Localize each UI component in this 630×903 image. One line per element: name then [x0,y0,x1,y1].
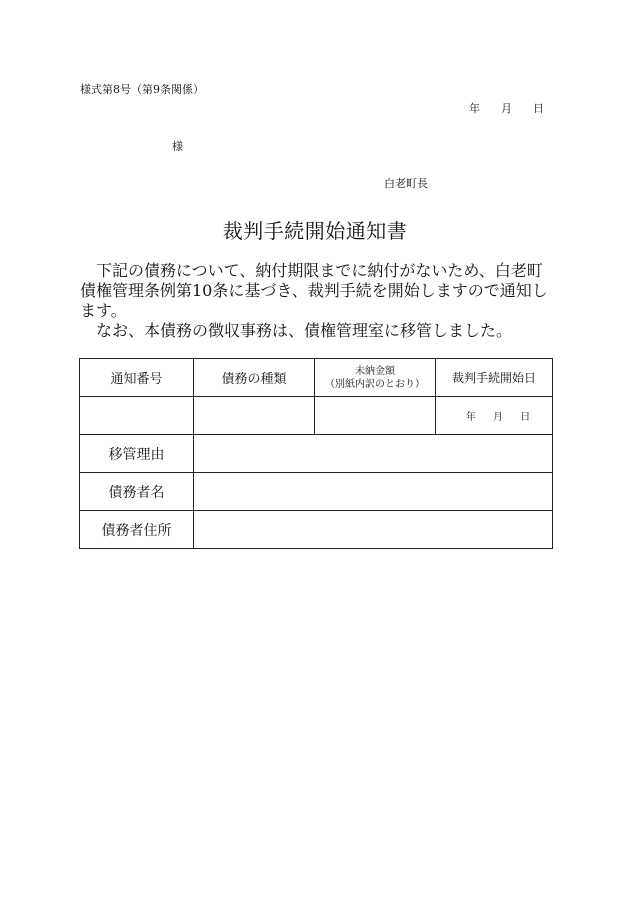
notice-number-value [80,397,194,435]
debt-info-table [79,358,553,549]
label-debtor-address: 債務者住所 [80,511,194,549]
addressee-suffix: 様 [172,140,183,153]
table-row [80,435,553,473]
header-unpaid-amount-line2: （別紙内訳のとおり） [325,378,425,390]
date-day-label: 日 [533,102,544,115]
issue-date [469,100,544,116]
header-start-date: 裁判手続開始日 [436,359,553,397]
unpaid-amount-value [315,397,436,435]
label-debtor-name: 債務者名 [80,473,194,511]
transfer-reason-value [194,435,553,473]
debtor-address-value [194,511,553,549]
document-title: 裁判手続開始通知書 [222,219,408,243]
date-month-label: 月 [501,102,512,115]
start-date-month: 月 [493,412,503,423]
table-header-row [80,359,553,397]
header-unpaid-amount [315,359,436,397]
sender-name: 白老町長 [384,177,428,190]
start-date-day: 日 [520,412,531,423]
debtor-name-value [194,473,553,511]
header-debt-type: 債務の種類 [194,359,315,397]
start-date-year: 年 [465,412,476,423]
start-date-value [436,397,553,435]
debt-type-value [194,397,315,435]
header-unpaid-amount-line1: 未納金額 [355,365,395,377]
header-notice-number: 通知番号 [80,359,194,397]
date-year-label: 年 [469,102,480,115]
label-transfer-reason: 移管理由 [80,435,194,473]
table-value-row [80,397,553,435]
table-row [80,473,553,511]
body-paragraph-1: 下記の債務について、納付期限までに納付がないため、白老町債権管理条例第10条に基づき、裁判手続を開始しますので通知します。 [80,261,548,320]
form-number: 様式第8号（第9条関係） [80,83,204,96]
notice-body [80,261,552,341]
body-paragraph-2: なお、本債務の徴収事務は、債権管理室に移管しました。 [96,321,513,340]
table-row [80,511,553,549]
